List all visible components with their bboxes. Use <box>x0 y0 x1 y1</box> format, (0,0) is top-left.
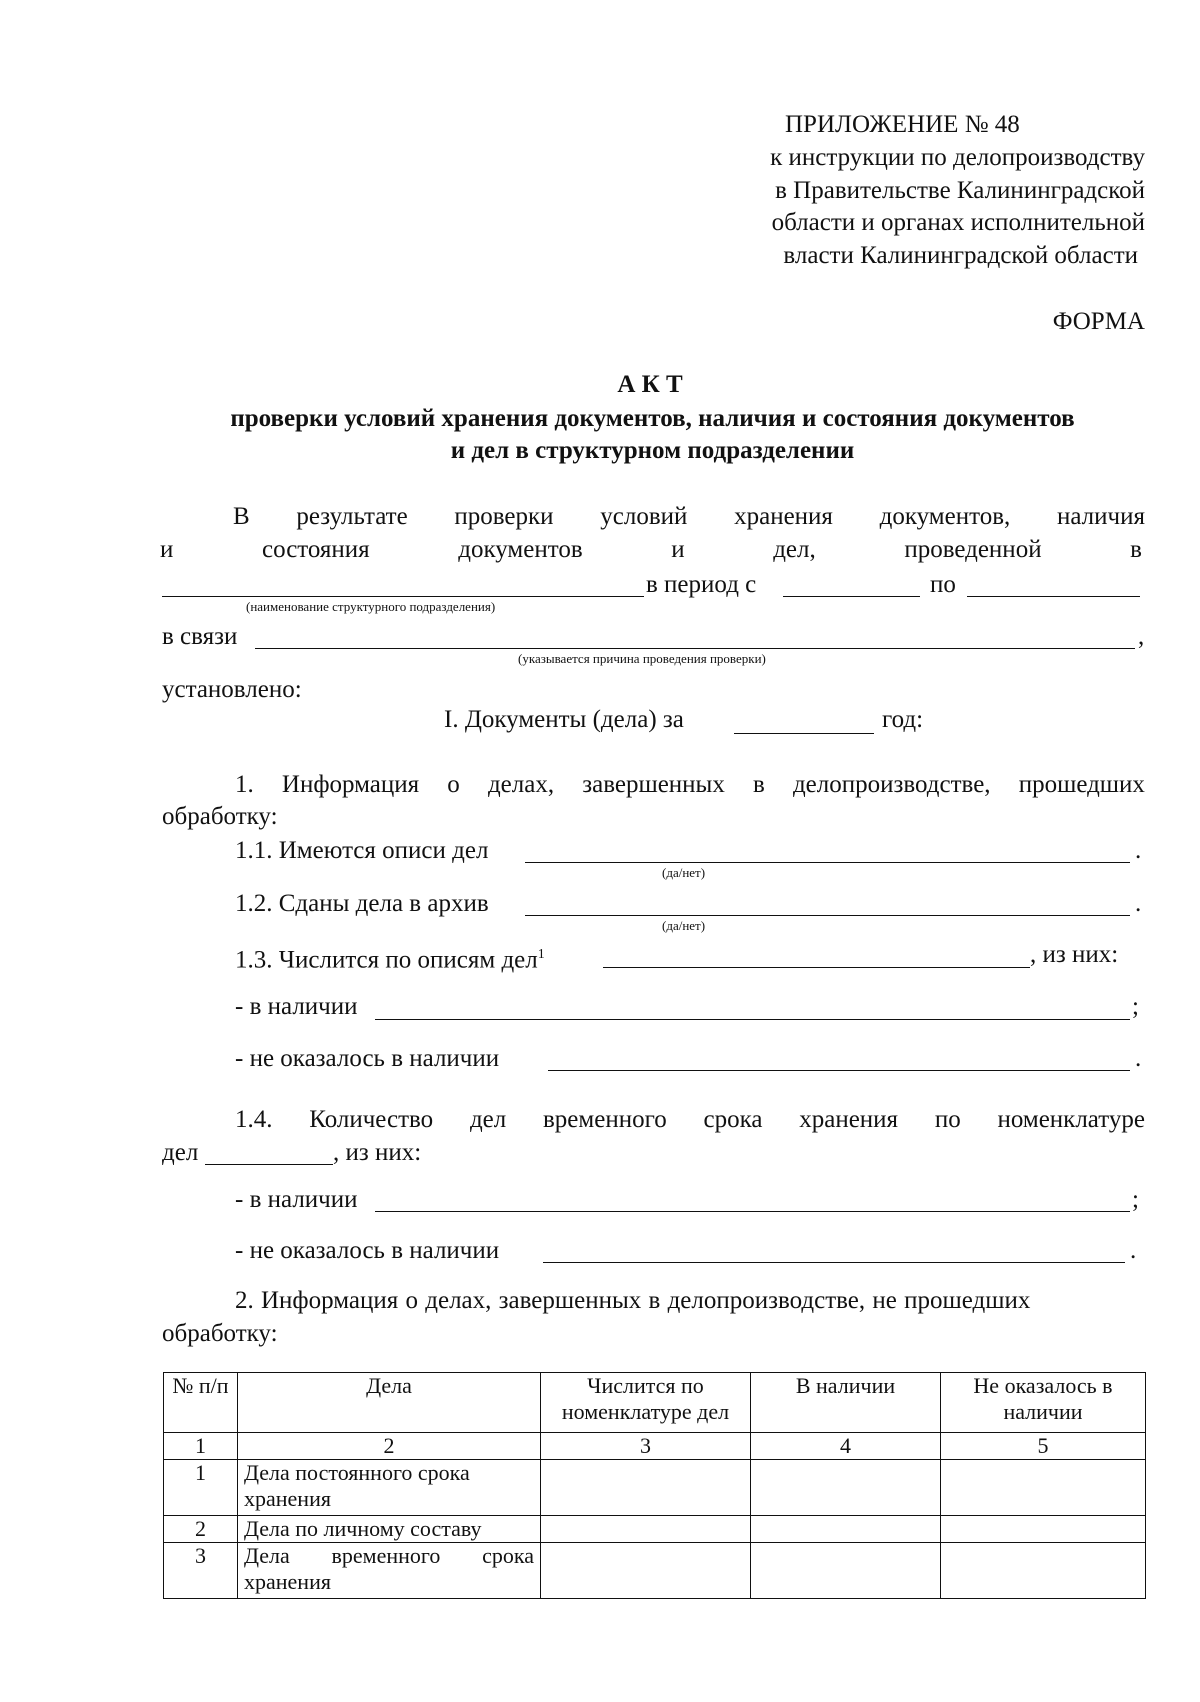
item-1-2-period: . <box>1135 890 1142 917</box>
doc-title: А К Т <box>617 371 683 398</box>
table-header-cell: Не оказалось в наличии <box>941 1373 1146 1433</box>
row-absent-cell[interactable] <box>941 1543 1146 1599</box>
intro-line-1: В результате проверки условий хранения документов, наличия <box>233 503 1145 530</box>
item-1-3-absent-label: - не оказалось в наличии <box>235 1045 500 1072</box>
row-number: 2 <box>164 1516 238 1543</box>
row-number: 1 <box>164 1460 238 1516</box>
item-1-3-label: 1.3. Числится по описям дел$^1$ <box>235 946 545 974</box>
table-number-cell: 1 <box>164 1433 238 1460</box>
item-1-line-1: 1. Информация о делах, завершенных в делопроизводстве, прошедших <box>235 771 1145 798</box>
section-1-year-label: год: <box>882 706 924 733</box>
item-1-2-blank[interactable] <box>525 915 1130 916</box>
item-1-4-present-label: - в наличии <box>235 1186 358 1213</box>
reason-blank[interactable] <box>255 648 1135 649</box>
period-to-blank[interactable] <box>967 596 1140 597</box>
item-1-3-blank[interactable] <box>603 967 1030 968</box>
doc-subtitle-1: проверки условий хранения документов, наличия и состояния документов <box>230 405 1075 432</box>
item-1-4-line-2-pre: дел <box>162 1139 199 1166</box>
established-label: установлено: <box>162 676 302 703</box>
item-1-2-label: 1.2. Сданы дела в архив <box>235 890 489 917</box>
row-absent-cell[interactable] <box>941 1516 1146 1543</box>
appendix-line-1: к инструкции по делопроизводству <box>770 144 1145 171</box>
appendix-line-2: в Правительстве Калининградской <box>775 177 1145 204</box>
table-number-row <box>164 1433 1146 1460</box>
item-1-4-count-blank[interactable] <box>205 1164 333 1165</box>
table-header-cell: Числится по номенклатуре дел <box>541 1373 751 1433</box>
appendix-line-4: власти Калининградской области <box>783 242 1138 269</box>
item-2-line-2: обработку: <box>162 1320 278 1347</box>
row-absent-cell[interactable] <box>941 1460 1146 1516</box>
table-number-cell: 4 <box>751 1433 941 1460</box>
item-1-4-line-2-post: , из них: <box>333 1139 422 1166</box>
period-from-blank[interactable] <box>783 596 920 597</box>
row-present-cell[interactable] <box>751 1543 941 1599</box>
item-1-3-absent-period: . <box>1135 1045 1142 1072</box>
item-1-3-of-them: , из них: <box>1030 941 1119 968</box>
item-1-3-present-label: - в наличии <box>235 993 358 1020</box>
table-header-cell: Дела <box>238 1373 541 1433</box>
table-row <box>164 1460 1146 1516</box>
table-number-cell: 2 <box>238 1433 541 1460</box>
section-1-heading: I. Документы (дела) за <box>444 706 684 733</box>
table-number-cell: 3 <box>541 1433 751 1460</box>
item-2-line-1: 2. Информация о делах, завершенных в делопроизводстве, не прошедших <box>235 1287 1031 1314</box>
section-1-year-blank[interactable] <box>734 733 874 734</box>
reason-label: в связи <box>162 623 238 650</box>
cases-table <box>163 1372 1146 1599</box>
table-header-cell: В наличии <box>751 1373 941 1433</box>
table-header-row <box>164 1373 1146 1433</box>
item-1-4-present-semicolon: ; <box>1132 1186 1139 1213</box>
row-number: 3 <box>164 1543 238 1599</box>
table-row <box>164 1543 1146 1599</box>
item-1-2-hint: (да/нет) <box>662 918 706 933</box>
item-1-4-absent-blank[interactable] <box>543 1262 1125 1263</box>
row-case-type: Дела постоянного срока хранения <box>238 1460 541 1516</box>
item-1-4-absent-label: - не оказалось в наличии <box>235 1237 500 1264</box>
item-1-1-period: . <box>1135 837 1142 864</box>
intro-line-2: и состояния документов и дел, проведенной в <box>160 536 1142 563</box>
table-header-cell: № п/п <box>164 1373 238 1433</box>
reason-hint: (указывается причина проведения проверки) <box>518 651 766 666</box>
form-label: ФОРМА <box>1052 308 1145 335</box>
table-row <box>164 1516 1146 1543</box>
appendix-line-3: области и органах исполнительной <box>771 209 1145 236</box>
row-listed-cell[interactable] <box>541 1543 751 1599</box>
reason-comma: , <box>1138 623 1145 650</box>
row-listed-cell[interactable] <box>541 1460 751 1516</box>
row-present-cell[interactable] <box>751 1460 941 1516</box>
item-1-1-blank[interactable] <box>525 862 1130 863</box>
item-1-3-absent-blank[interactable] <box>548 1070 1130 1071</box>
doc-subtitle-2: и дел в структурном подразделении <box>450 437 855 464</box>
footnote-mark: 1 <box>537 947 545 962</box>
item-1-4-present-blank[interactable] <box>375 1211 1130 1212</box>
row-present-cell[interactable] <box>751 1516 941 1543</box>
item-1-4-absent-period: . <box>1130 1237 1137 1264</box>
item-1-line-2: обработку: <box>162 803 278 830</box>
item-1-1-hint: (да/нет) <box>662 865 706 880</box>
table-number-cell: 5 <box>941 1433 1146 1460</box>
period-to-label: по <box>930 571 956 598</box>
appendix-number: ПРИЛОЖЕНИЕ № 48 <box>785 111 1020 138</box>
item-1-1-label: 1.1. Имеются описи дел <box>235 837 489 864</box>
row-listed-cell[interactable] <box>541 1516 751 1543</box>
item-1-3-present-semicolon: ; <box>1132 993 1139 1020</box>
item-1-3-present-blank[interactable] <box>375 1019 1130 1020</box>
row-case-type: Дела по личному составу <box>238 1516 541 1543</box>
row-case-type: Дела временного срока хранения <box>238 1543 541 1599</box>
unit-name-blank[interactable] <box>162 596 644 597</box>
unit-name-hint: (наименование структурного подразделения) <box>246 599 496 614</box>
period-from-label: в период с <box>646 571 757 598</box>
item-1-4-line-1: 1.4. Количество дел временного срока хранения по номенклатуре <box>235 1106 1145 1133</box>
